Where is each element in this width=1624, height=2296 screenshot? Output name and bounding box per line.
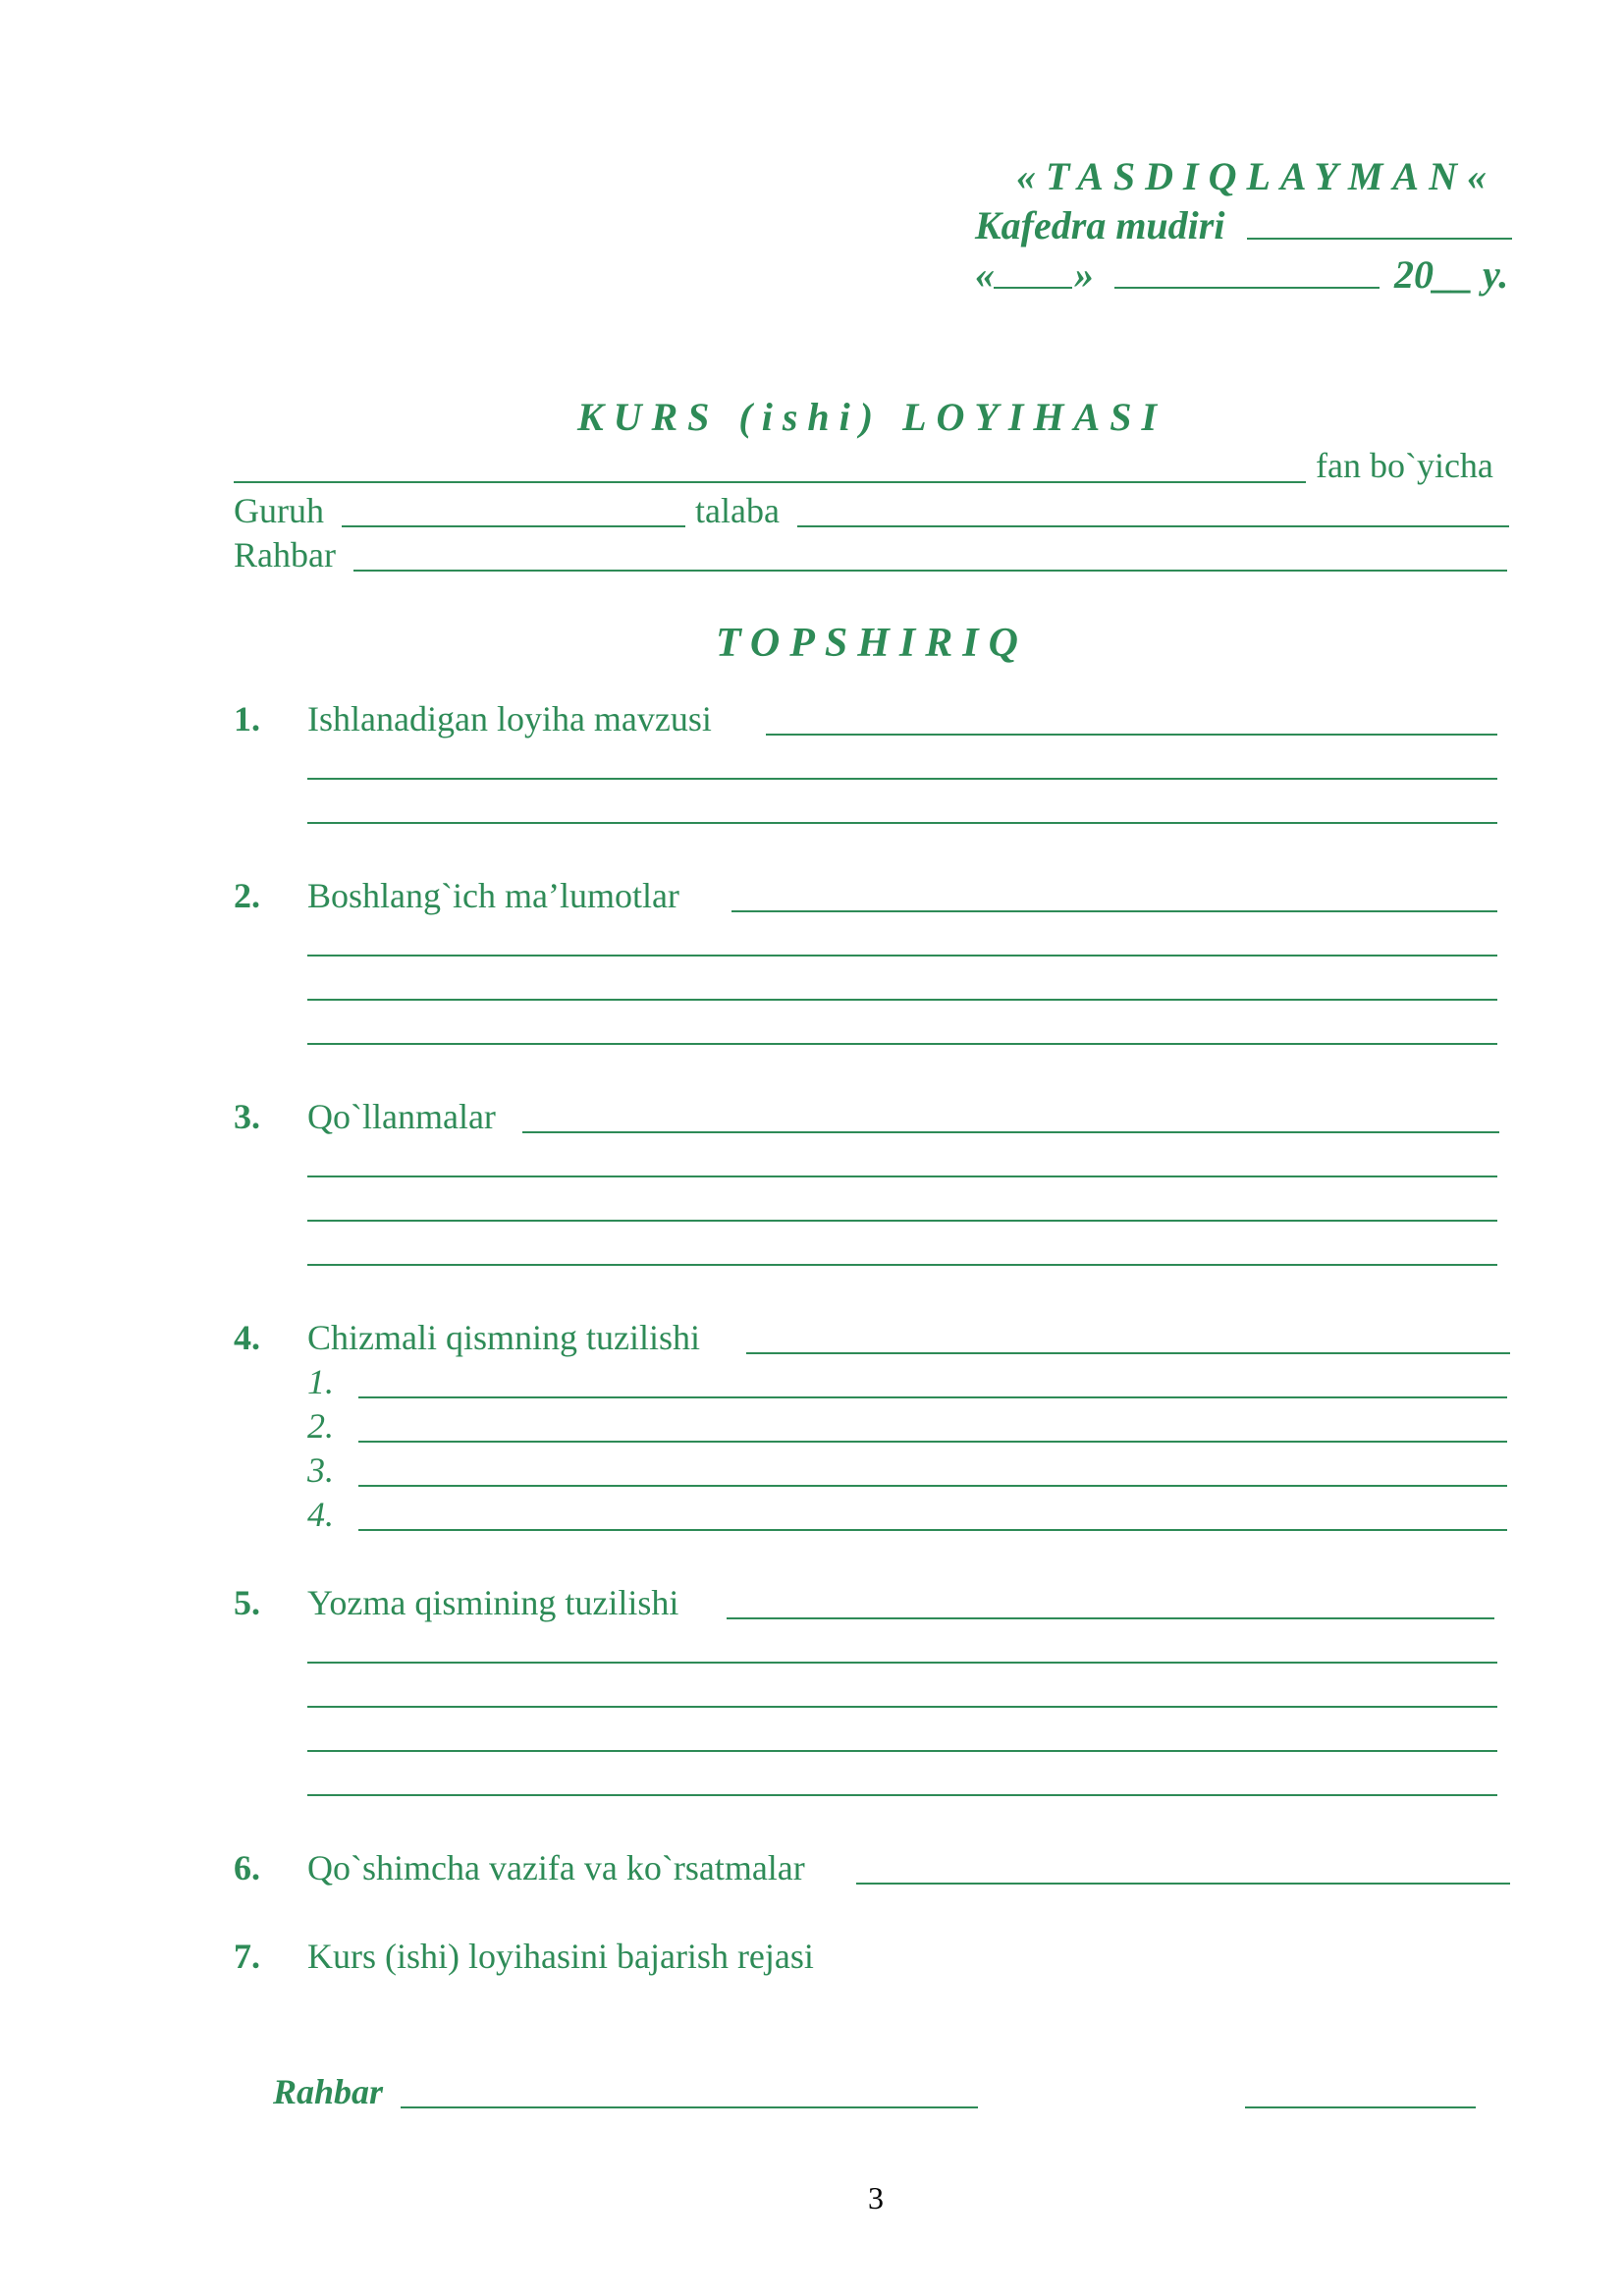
approval-title: «TASDIQLAYMAN« — [1016, 154, 1496, 198]
item-field-line[interactable] — [307, 1750, 1497, 1752]
item-number: 4. — [234, 1318, 260, 1357]
item-label: Kurs (ishi) loyihasini bajarish rejasi — [307, 1937, 814, 1976]
signature-line[interactable] — [1245, 2106, 1476, 2108]
date-close-quote: » — [1074, 252, 1094, 297]
task-title: TOPSHIRIQ — [716, 621, 1028, 666]
subitem-number: 4. — [307, 1495, 334, 1534]
item-field-line[interactable] — [307, 1220, 1497, 1222]
item-label: Chizmali qismning tuzilishi — [307, 1318, 700, 1357]
group-field-line[interactable] — [342, 525, 685, 527]
supervisor-field-line[interactable] — [353, 570, 1507, 572]
item-field-line[interactable] — [731, 910, 1497, 912]
supervisor-label: Rahbar — [234, 535, 336, 574]
item-field-line[interactable] — [307, 1264, 1497, 1266]
item-label: Qo`shimcha vazifa va ko`rsatmalar — [307, 1848, 805, 1887]
subitem-field-line[interactable] — [358, 1396, 1507, 1398]
signature-label: Rahbar — [273, 2072, 384, 2111]
page-number: 3 — [868, 2180, 884, 2215]
item-field-line[interactable] — [727, 1617, 1494, 1619]
date-month-line[interactable] — [1114, 287, 1380, 289]
item-field-line[interactable] — [307, 778, 1497, 780]
item-field-line[interactable] — [307, 1175, 1497, 1177]
date-year: 20__ y. — [1394, 252, 1509, 297]
subitem-field-line[interactable] — [358, 1441, 1507, 1443]
item-field-line[interactable] — [522, 1131, 1499, 1133]
page-title: KURS (ishi) LOYIHASI — [576, 395, 1167, 439]
item-label: Boshlang`ich ma’lumotlar — [307, 876, 679, 915]
subitem-field-line[interactable] — [358, 1529, 1507, 1531]
item-field-line[interactable] — [307, 1706, 1497, 1708]
subitem-number: 3. — [307, 1450, 334, 1490]
group-label: Guruh — [234, 491, 324, 530]
item-field-line[interactable] — [307, 822, 1497, 824]
department-head-label: Kafedra mudiri — [975, 203, 1225, 247]
item-field-line[interactable] — [307, 999, 1497, 1001]
item-number: 7. — [234, 1937, 260, 1976]
item-label: Yozma qismining tuzilishi — [307, 1583, 679, 1622]
subitem-field-line[interactable] — [358, 1485, 1507, 1487]
item-label: Ishlanadigan loyiha mavzusi — [307, 699, 712, 738]
item-label: Qo`llanmalar — [307, 1097, 496, 1136]
item-field-line[interactable] — [307, 1794, 1497, 1796]
student-field-line[interactable] — [797, 525, 1509, 527]
student-label: talaba — [695, 491, 780, 530]
item-field-line[interactable] — [856, 1883, 1510, 1885]
item-number: 6. — [234, 1848, 260, 1887]
subitem-number: 1. — [307, 1362, 334, 1401]
item-field-line[interactable] — [307, 1662, 1497, 1664]
subject-suffix: fan bo`yicha — [1316, 446, 1493, 485]
signature-name-line[interactable] — [401, 2106, 978, 2108]
subitem-number: 2. — [307, 1406, 334, 1446]
item-field-line[interactable] — [307, 1043, 1497, 1045]
date-day-line[interactable] — [994, 287, 1072, 289]
subject-field-line[interactable] — [234, 481, 1306, 483]
item-field-line[interactable] — [766, 734, 1497, 736]
department-head-signature-line[interactable] — [1247, 238, 1512, 240]
item-field-line[interactable] — [307, 955, 1497, 957]
item-number: 3. — [234, 1097, 260, 1136]
item-number: 2. — [234, 876, 260, 915]
item-number: 5. — [234, 1583, 260, 1622]
item-number: 1. — [234, 699, 260, 738]
item-field-line[interactable] — [746, 1352, 1510, 1354]
date-open-quote: « — [975, 252, 995, 297]
